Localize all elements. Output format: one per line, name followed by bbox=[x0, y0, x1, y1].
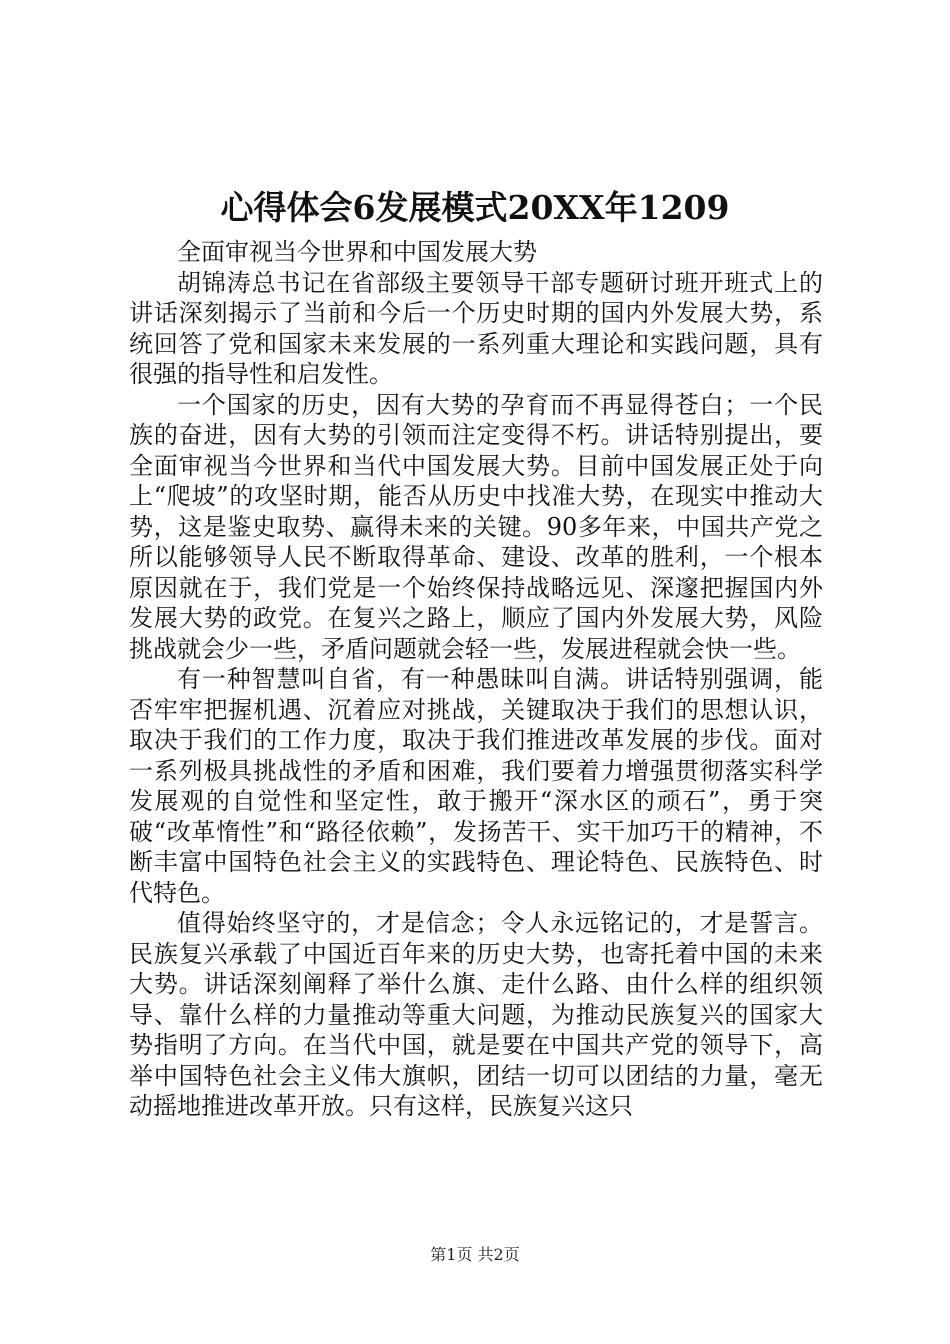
document-title: 心得体会6发展模式20XX年1209 bbox=[220, 188, 730, 227]
paragraph: 胡锦涛总书记在省部级主要领导干部专题研讨班开班式上的讲话深刻揭示了当前和今后一个历史时期的国内外发展大势，系统回答了党和国家未来发展的一系列重大理论和实践问题，具有很强的指导性和启发性。 bbox=[129, 268, 823, 388]
document-body bbox=[129, 237, 823, 1122]
paragraph: 一个国家的历史，因有大势的孕育而不再显得苍白；一个民族的奋进，因有大势的引领而注定变得不朽。讲话特别提出，要全面审视当今世界和当代中国发展大势。目前中国发展正处于向上“爬坡”的攻坚时期，能否从历史中找准大势，在现实中推动大势，这是鉴史取势、赢得未来的关键。90多年来，中国共产党之所以能够领导人民不断取得革命、建设、改革的胜利，一个根本原因就在于，我们党是一个始终保持战略远见、深邃把握国内外发展大势的政党。在复兴之路上，顺应了国内外发展大势，风险挑战就会少一些，矛盾问题就会轻一些，发展进程就会快一些。 bbox=[129, 390, 823, 663]
page-number-footer: 第1页 共2页 bbox=[430, 1245, 520, 1264]
paragraph-heading: 全面审视当今世界和中国发展大势 bbox=[177, 238, 537, 266]
paragraph: 值得始终坚守的，才是信念；令人永远铭记的，才是誓言。民族复兴承载了中国近百年来的历史大势，也寄托着中国的未来大势。讲话深刻阐释了举什么旗、走什么路、由什么样的组织领导、靠什么样的力量推动等重大问题，为推动民族复兴的国家大势指明了方向。在当代中国，就是要在中国共产党的领导下，高举中国特色社会主义伟大旗帜，团结一切可以团结的力量，毫无动摇地推进改革开放。只有这样，民族复兴这只 bbox=[129, 909, 823, 1120]
paragraph: 有一种智慧叫自省，有一种愚昧叫自满。讲话特别强调，能否牢牢把握机遇、沉着应对挑战，关键取决于我们的思想认识，取决于我们的工作力度，取决于我们推进改革发展的步伐。面对一系列极具挑战性的矛盾和困难，我们要着力增强贯彻落实科学发展观的自觉性和坚定性，敢于搬开“深水区的顽石”，勇于突破“改革惰性”和“路径依赖”，发扬苦干、实干加巧干的精神，不断丰富中国特色社会主义的实践特色、理论特色、民族特色、时代特色。 bbox=[129, 665, 823, 907]
